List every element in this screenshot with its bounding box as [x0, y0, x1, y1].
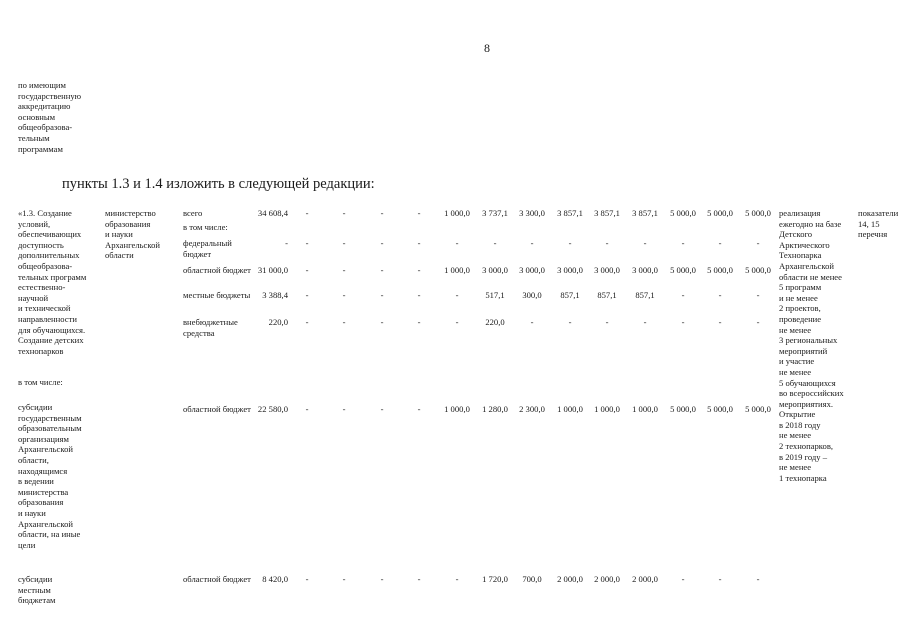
text-line: области	[105, 250, 134, 261]
funding-year-value: 1 000,0	[444, 404, 470, 414]
funding-year-value: -	[417, 574, 421, 584]
funding-source: внебюджетные средства	[183, 317, 238, 338]
text-line: реализация	[779, 208, 821, 218]
text-line: направленности	[18, 313, 77, 324]
activity-name-main	[18, 208, 86, 356]
funding-year-value: -	[305, 238, 309, 248]
text-line: цели	[18, 539, 36, 550]
funding-year-value: -	[305, 317, 309, 327]
text-line: не менее	[779, 324, 812, 335]
funding-year-value: 3 000,0	[482, 265, 508, 275]
funding-year-value: -	[756, 574, 760, 584]
funding-year-value: -	[718, 238, 722, 248]
funding-source: федеральный бюджет	[183, 238, 232, 259]
funding-year-value: 3 857,1	[632, 208, 658, 218]
text-line: дополнительных	[18, 250, 80, 261]
funding-year-value: -	[530, 238, 534, 248]
text-line: общеобразова-	[18, 260, 73, 271]
text-line: программам	[18, 143, 63, 154]
funding-year-value: -	[417, 404, 421, 414]
text-line: образовательным	[18, 423, 82, 434]
funding-year-value: 300,0	[522, 290, 542, 300]
funding-year-value: -	[342, 404, 346, 414]
funding-year-value: 2 000,0	[632, 574, 658, 584]
text-line: Арктического	[779, 239, 830, 250]
funding-year-value: -	[455, 574, 459, 584]
funding-year-value: -	[681, 574, 685, 584]
text-line: образования	[105, 218, 151, 229]
text-line: не менее	[779, 366, 812, 377]
text-line: 5 обучающихся	[779, 377, 836, 388]
funding-year-value: -	[305, 574, 309, 584]
text-line: и науки	[18, 507, 46, 518]
funding-year-value: -	[342, 238, 346, 248]
funding-year-value: -	[718, 317, 722, 327]
funding-year-value: 5 000,0	[707, 265, 733, 275]
text-line: в ведении	[18, 476, 54, 487]
funding-year-value: 5 000,0	[707, 208, 733, 218]
including-label: в том числе:	[18, 377, 63, 387]
funding-year-value: -	[417, 238, 421, 248]
funding-year-value: -	[342, 208, 346, 218]
funding-year-value: -	[342, 574, 346, 584]
funding-year-value: 5 000,0	[745, 208, 771, 218]
text-line: 14, 15	[858, 218, 880, 229]
text-line: министерства	[18, 486, 69, 497]
text-line: государственным	[18, 412, 82, 423]
text-line: показатели	[858, 208, 899, 218]
funding-year-value: 2 300,0	[519, 404, 545, 414]
text-line: технопарков	[18, 345, 64, 356]
text-line: не менее	[779, 462, 812, 473]
text-line: образования	[18, 497, 64, 508]
funding-year-value: -	[380, 404, 384, 414]
text-line: тельных программ	[18, 271, 87, 282]
text-line: 2 проектов,	[779, 303, 821, 314]
funding-year-value: 5 000,0	[745, 265, 771, 275]
previous-row-fragment	[18, 80, 81, 154]
funding-year-value: 3 000,0	[632, 265, 658, 275]
text-line: аккредитацию	[18, 101, 71, 112]
text-line: и технической	[18, 303, 71, 314]
funding-year-value: -	[756, 290, 760, 300]
text-line: для обучающихся.	[18, 324, 86, 335]
funding-year-value: -	[305, 265, 309, 275]
funding-total: 8 420,0	[262, 574, 288, 584]
funding-year-value: 1 000,0	[557, 404, 583, 414]
text-line: области, на иные	[18, 529, 81, 540]
funding-year-value: -	[718, 574, 722, 584]
text-line: «1.3. Создание	[18, 208, 72, 218]
text-line: основным	[18, 111, 56, 122]
funding-year-value: 1 720,0	[482, 574, 508, 584]
text-line: Детского	[779, 229, 813, 240]
funding-year-value: 857,1	[635, 290, 655, 300]
funding-year-value: 3 000,0	[594, 265, 620, 275]
funding-year-value: 857,1	[597, 290, 617, 300]
text-line: Технопарка	[779, 250, 822, 261]
funding-year-value: -	[305, 208, 309, 218]
text-line: министерство	[105, 208, 156, 218]
text-line: условий,	[18, 218, 51, 229]
text-line: и науки	[105, 229, 133, 240]
funding-year-value: 1 280,0	[482, 404, 508, 414]
text-line: в 2019 году –	[779, 451, 828, 462]
funding-year-value: 5 000,0	[745, 404, 771, 414]
funding-year-value: -	[380, 290, 384, 300]
text-line: государственную	[18, 90, 82, 101]
funding-year-value: -	[681, 317, 685, 327]
text-line: во всероссийских	[779, 388, 844, 399]
text-line: проведение	[779, 313, 822, 324]
funding-year-value: -	[380, 574, 384, 584]
text-line: и не менее	[779, 292, 818, 303]
funding-year-value: -	[681, 238, 685, 248]
activity-subsidy-state-orgs	[18, 402, 82, 550]
funding-year-value: -	[756, 317, 760, 327]
text-line: области,	[18, 454, 49, 465]
funding-source: всего	[183, 208, 203, 218]
text-line: находящимся	[18, 465, 68, 476]
funding-year-value: -	[417, 208, 421, 218]
funding-year-value: 857,1	[560, 290, 580, 300]
text-line: и участие	[779, 356, 815, 367]
funding-total: 3 388,4	[262, 290, 288, 300]
text-line: бюджетам	[18, 595, 56, 606]
funding-total: 22 580,0	[257, 404, 288, 414]
text-line: Открытие	[779, 409, 816, 420]
funding-total: -	[285, 238, 288, 248]
funding-year-value: -	[380, 238, 384, 248]
text-line: 5 программ	[779, 282, 822, 293]
text-line: обеспечивающих	[18, 229, 82, 240]
funding-year-value: -	[568, 238, 572, 248]
funding-year-value: 3 857,1	[557, 208, 583, 218]
text-line: субсидии	[18, 402, 53, 412]
text-line: Архангельской	[18, 444, 73, 455]
funding-year-value: -	[417, 265, 421, 275]
funding-year-value: 1 000,0	[444, 208, 470, 218]
text-line: 1 технопарка	[779, 472, 827, 483]
funding-year-value: 517,1	[485, 290, 505, 300]
funding-year-value: 3 737,1	[482, 208, 508, 218]
funding-year-value: -	[643, 317, 647, 327]
text-line: Создание детских	[18, 335, 84, 346]
funding-year-value: -	[455, 290, 459, 300]
text-line: Архангельской	[18, 518, 73, 529]
funding-year-value: 5 000,0	[670, 265, 696, 275]
funding-source: областной бюджет	[183, 404, 251, 414]
text-line: области не менее	[779, 271, 842, 282]
funding-year-value: 5 000,0	[707, 404, 733, 414]
funding-year-value: -	[493, 238, 497, 248]
executor-column	[105, 208, 160, 261]
funding-year-value: 2 000,0	[594, 574, 620, 584]
text-line: ежегодно на базе	[779, 218, 842, 229]
funding-year-value: -	[756, 238, 760, 248]
funding-year-value: 2 000,0	[557, 574, 583, 584]
expected-results	[779, 208, 844, 483]
funding-source: местные бюджеты	[183, 290, 251, 300]
funding-year-value: -	[605, 317, 609, 327]
funding-source: областной бюджет	[183, 574, 251, 584]
funding-year-value: -	[643, 238, 647, 248]
text-line: мероприятий	[779, 345, 828, 356]
text-line: 2 технопарков,	[779, 441, 834, 452]
funding-year-value: 220,0	[485, 317, 505, 327]
funding-source: в том числе:	[183, 222, 228, 232]
text-line: научной	[18, 292, 49, 303]
funding-year-value: -	[342, 317, 346, 327]
funding-total: 31 000,0	[257, 265, 288, 275]
funding-year-value: -	[380, 265, 384, 275]
funding-year-value: -	[530, 317, 534, 327]
funding-year-value: -	[305, 404, 309, 414]
text-line: не менее	[779, 430, 812, 441]
funding-year-value: -	[681, 290, 685, 300]
funding-year-value: -	[455, 317, 459, 327]
funding-year-value: -	[605, 238, 609, 248]
funding-year-value: -	[342, 290, 346, 300]
funding-year-value: -	[342, 265, 346, 275]
text-line: Архангельской	[105, 239, 160, 250]
funding-year-value: -	[417, 290, 421, 300]
funding-year-value: -	[380, 208, 384, 218]
text-line: 3 региональных	[779, 335, 838, 346]
page-number: 8	[484, 41, 490, 55]
text-line: субсидии	[18, 574, 53, 584]
funding-year-value: 1 000,0	[632, 404, 658, 414]
text-line: естественно-	[18, 282, 66, 293]
funding-year-value: 5 000,0	[670, 404, 696, 414]
funding-year-value: -	[380, 317, 384, 327]
text-line: Архангельской	[779, 260, 834, 271]
text-line: доступность	[18, 239, 64, 250]
text-line: перечня	[858, 229, 888, 240]
funding-year-value: 3 300,0	[519, 208, 545, 218]
funding-year-value: 700,0	[522, 574, 542, 584]
funding-year-value: -	[417, 317, 421, 327]
funding-year-value: 1 000,0	[594, 404, 620, 414]
funding-year-value: -	[718, 290, 722, 300]
funding-year-value: -	[455, 238, 459, 248]
instruction-heading: пункты 1.3 и 1.4 изложить в следующей редакции:	[62, 176, 375, 192]
funding-year-value: -	[568, 317, 572, 327]
text-line: в 2018 году	[779, 419, 821, 430]
funding-total: 34 608,4	[257, 208, 288, 218]
indicators-reference	[858, 208, 898, 240]
funding-year-value: -	[305, 290, 309, 300]
text-line: по имеющим	[18, 80, 66, 90]
text-line: мероприятиях.	[779, 398, 834, 409]
funding-year-value: 3 000,0	[519, 265, 545, 275]
activity-subsidy-local-budgets	[18, 574, 55, 606]
funding-source: областной бюджет	[183, 265, 251, 275]
funding-year-value: 3 857,1	[594, 208, 620, 218]
funding-year-value: 5 000,0	[670, 208, 696, 218]
funding-total: 220,0	[268, 317, 288, 327]
funding-year-value: 1 000,0	[444, 265, 470, 275]
funding-year-value: 3 000,0	[557, 265, 583, 275]
text-line: организациям	[18, 433, 69, 444]
text-line: тельным	[18, 132, 50, 143]
text-line: местным	[18, 584, 51, 595]
text-line: общеобразова-	[18, 122, 73, 133]
